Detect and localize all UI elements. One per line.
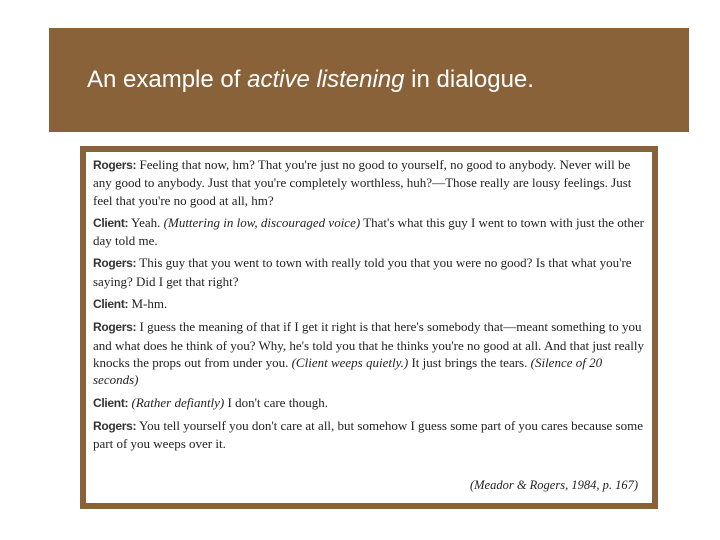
turn-text: This guy that you went to town with really told you that you were no good? Is that what you're saying? Did I get that right? bbox=[93, 255, 632, 289]
speaker-label: Client: bbox=[93, 215, 129, 230]
dialogue-excerpt-frame bbox=[80, 146, 658, 509]
speaker-label: Rogers: bbox=[93, 256, 137, 271]
turn-text: I guess the meaning of that if I get it right is that here's somebody that—meant something to you and what does he think of you? Why, he's told you that he thinks you're no good at all. And that just really knocks the props out from under you. bbox=[93, 319, 644, 370]
turn-text: I don't care though. bbox=[224, 394, 329, 410]
dialogue-turn-2 bbox=[93, 214, 644, 250]
dialogue-turn-5 bbox=[93, 318, 644, 388]
turn-text: Yeah. bbox=[131, 214, 164, 230]
slide-title-bar bbox=[49, 28, 689, 132]
stage-direction-silence: (Silence of 20 seconds) bbox=[93, 354, 603, 388]
dialogue-excerpt bbox=[86, 152, 652, 503]
dialogue-turn-3 bbox=[93, 254, 644, 290]
dialogue-turn-1 bbox=[93, 156, 644, 209]
slide-title bbox=[87, 68, 534, 92]
slide-title-emphasis: active listening bbox=[247, 66, 405, 93]
speaker-label: Rogers: bbox=[93, 418, 137, 433]
stage-direction: (Muttering in low, discouraged voice) bbox=[163, 214, 361, 230]
stage-direction: (Rather defiantly) bbox=[131, 394, 225, 410]
speaker-label: Client: bbox=[93, 297, 129, 312]
dialogue-turn-7 bbox=[93, 417, 644, 453]
dialogue-turn-4 bbox=[93, 295, 644, 313]
turn-text: M-hm. bbox=[131, 296, 168, 312]
dialogue-turn-6 bbox=[93, 394, 644, 412]
turn-text-continued: That's what this guy I went to town with just the other day told me. bbox=[93, 214, 644, 249]
citation: (Meador & Rogers, 1984, p. 167) bbox=[469, 477, 638, 492]
speaker-label: Rogers: bbox=[93, 320, 137, 335]
stage-direction: (Client weeps quietly.) bbox=[291, 354, 409, 370]
slide-title-start: An example of bbox=[87, 66, 248, 93]
speaker-label: Rogers: bbox=[93, 158, 137, 172]
turn-text: Feeling that now, hm? That you're just no good to yourself, no good to anybody. Never will be any good to anybody. Just that you're completely worthless, huh?—Those really are lousy feelings. Just feel that you're no good at all, hm? bbox=[93, 157, 632, 208]
turn-text-continued: It just brings the tears. bbox=[408, 354, 531, 370]
slide-title-end: in dialogue. bbox=[404, 66, 534, 93]
speaker-label: Client: bbox=[93, 395, 129, 410]
turn-text: You tell yourself you don't care at all, but somehow I guess some part of you cares because some part of you weeps over it. bbox=[93, 417, 643, 452]
